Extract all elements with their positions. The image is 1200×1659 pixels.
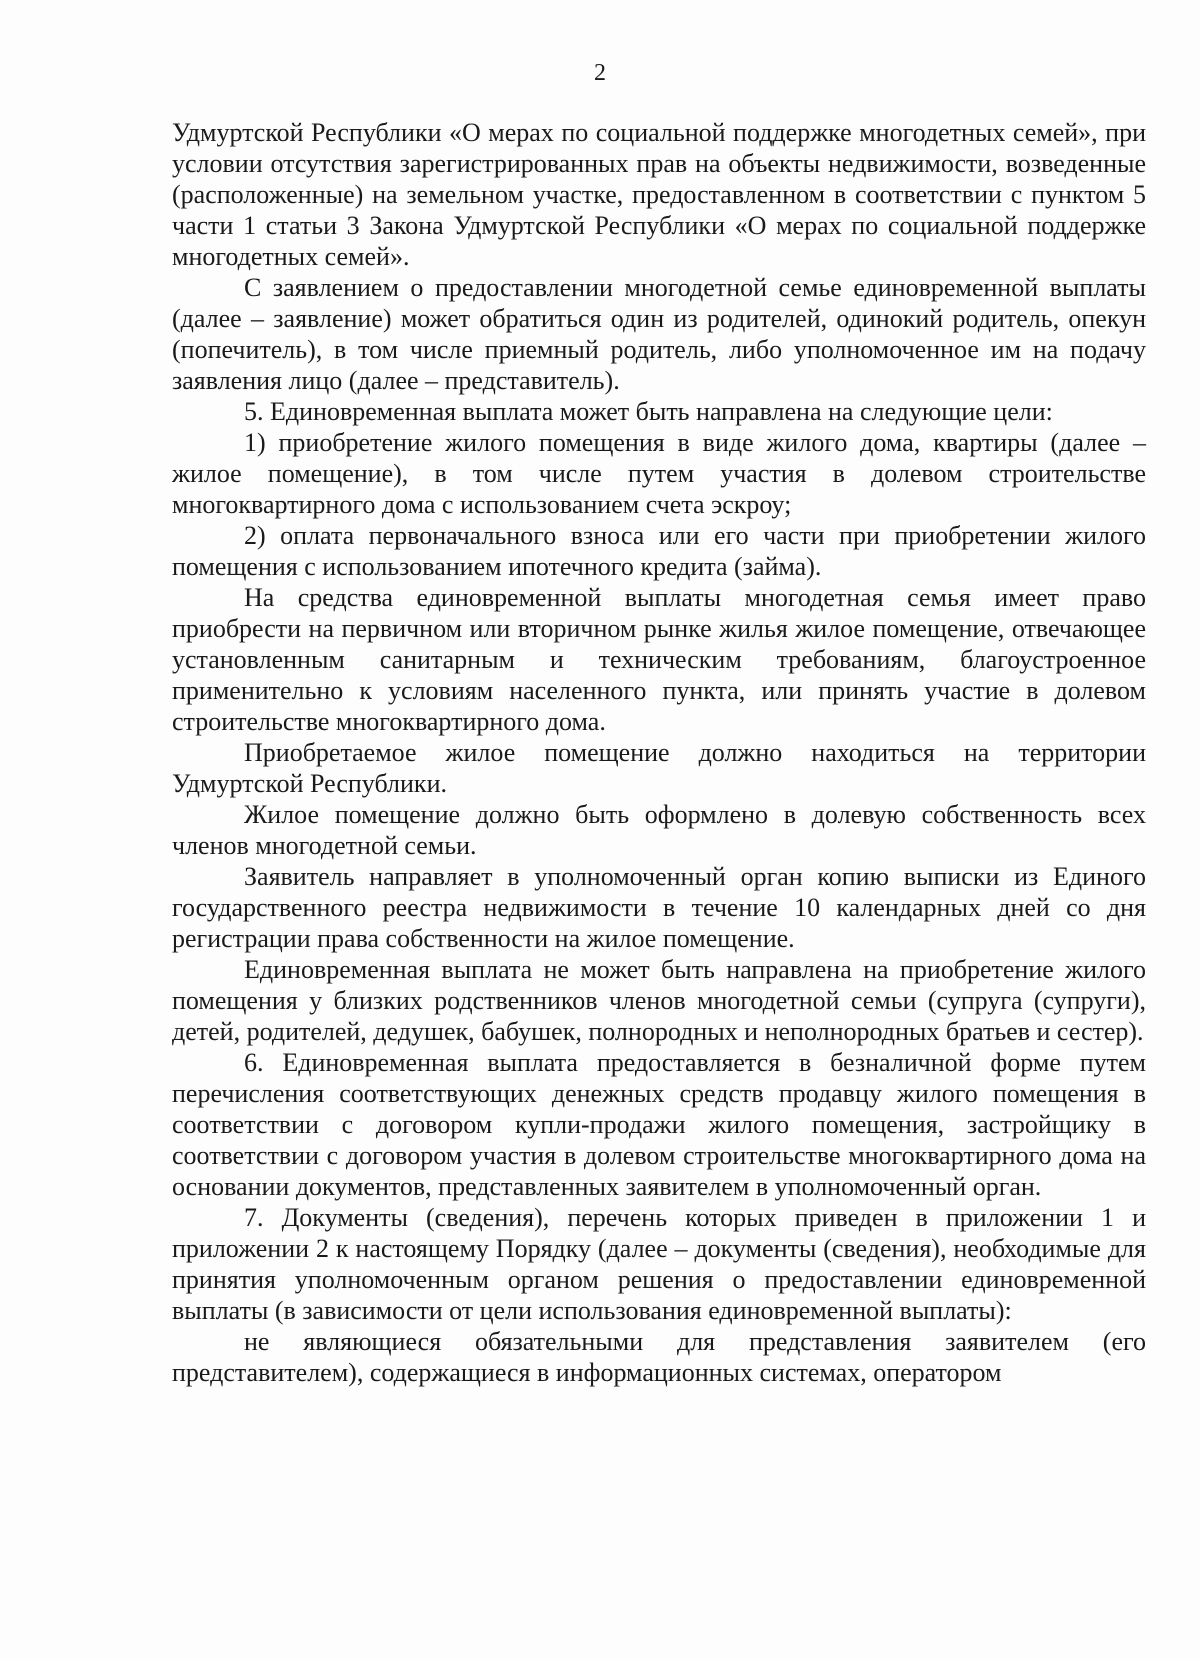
paragraph: Заявитель направляет в уполномоченный орган копию выписки из Единого государственного реестра недвижимости в течение 10 календарных дней со дня регистрации права собственности на жилое помещение. — [172, 862, 1146, 953]
paragraph: Удмуртской Республики «О мерах по социальной поддержке многодетных семей», при условии отсутствия зарегистрированных прав на объекты недвижимости, возведенные (расположенные) на земельном участке, предоставленном в соответствии с пунктом 5 части 1 статьи 3 Закона Удмуртской Республики «О мерах по социальной поддержке многодетных семей». — [172, 118, 1146, 271]
paragraph-item-7: 7. Документы (сведения), перечень которых приведен в приложении 1 и приложении 2 к настоящему Порядку (далее – документы (сведения), необходимые для принятия уполномоченным органом решения о предоставлении единовременной выплаты (в зависимости от цели использования единовременной выплаты): — [172, 1203, 1146, 1325]
paragraph-item-5: 5. Единовременная выплата может быть направлена на следующие цели: — [244, 397, 1053, 426]
paragraph: Единовременная выплата не может быть направлена на приобретение жилого помещения у близких родственников членов многодетной семьи (супруга (супруги), детей, родителей, дедушек, бабушек, полнородных и неполнородных братьев и сестер). — [172, 955, 1146, 1046]
document-body — [172, 117, 1146, 1388]
paragraph-subitem-2: 2) оплата первоначального взноса или его части при приобретении жилого помещения с использованием ипотечного кредита (займа). — [172, 521, 1146, 581]
paragraph: Приобретаемое жилое помещение должно находиться на территории Удмуртской Республики. — [172, 738, 1146, 798]
paragraph-item-6: 6. Единовременная выплата предоставляется в безналичной форме путем перечисления соответствующих денежных средств продавцу жилого помещения в соответствии с договором купли-продажи жилого помещения, застройщику в соответствии с договором участия в долевом строительстве многоквартирного дома на основании документов, представленных заявителем в уполномоченный орган. — [172, 1048, 1146, 1201]
page-number: 2 — [594, 60, 606, 86]
paragraph: С заявлением о предоставлении многодетной семье единовременной выплаты (далее – заявление) может обратиться один из родителей, одинокий родитель, опекун (попечитель), в том числе приемный родитель, либо уполномоченное им на подачу заявления лицо (далее – представитель). — [172, 273, 1146, 395]
paragraph-subitem-1: 1) приобретение жилого помещения в виде жилого дома, квартиры (далее – жилое помещение), в том числе путем участия в долевом строительстве многоквартирного дома с использованием счета эскроу; — [172, 428, 1146, 519]
paragraph: не являющиеся обязательными для представления заявителем (его представителем), содержащиеся в информационных системах, оператором — [172, 1327, 1146, 1387]
paragraph: На средства единовременной выплаты многодетная семья имеет право приобрести на первичном или вторичном рынке жилья жилое помещение, отвечающее установленным санитарным и техническим требованиям, благоустроенное применительно к условиям населенного пункта, или принять участие в долевом строительстве многоквартирного дома. — [172, 583, 1146, 736]
paragraph: Жилое помещение должно быть оформлено в долевую собственность всех членов многодетной семьи. — [172, 800, 1146, 860]
